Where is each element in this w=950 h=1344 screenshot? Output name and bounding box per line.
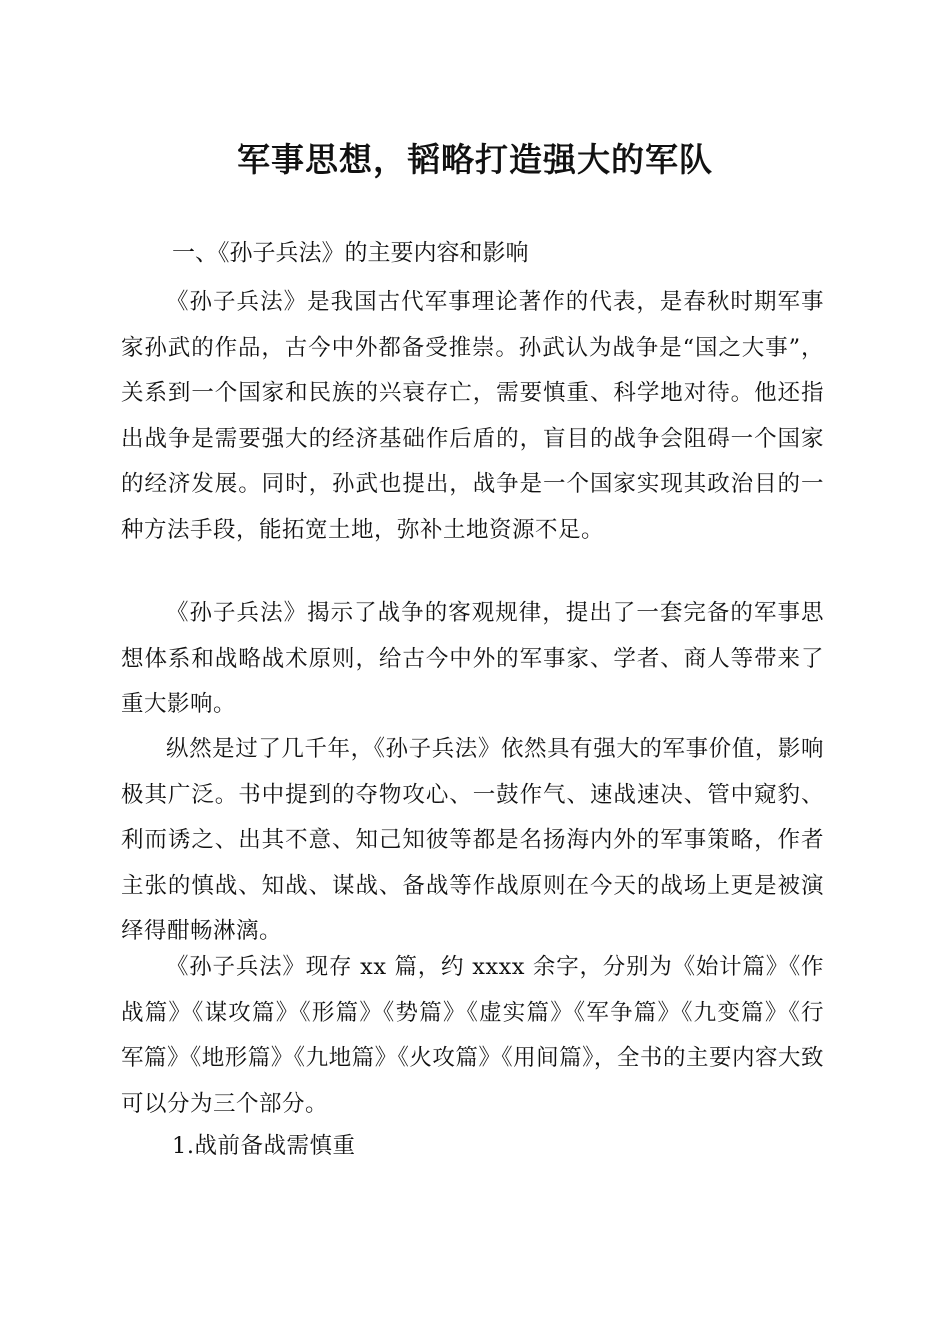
subsection-heading: 1.战前备战需慎重 [172, 1133, 356, 1159]
page-title: 军事思想，韬略打造强大的军队 [237, 140, 713, 179]
paragraph-2: 《孙子兵法》揭示了战争的客观规律，提出了一套完备的军事思想体系和战略战术原则，给古今中外的军事家、学者、商人等带来了重大影响。 [121, 600, 824, 717]
section-heading: 一、《孙子兵法》的主要内容和影响 [172, 240, 529, 266]
paragraph-1: 《孙子兵法》是我国古代军事理论著作的代表，是春秋时期军事家孙武的作品，古今中外都备受推崇。孙武认为战争是“国之大事”，关系到一个国家和民族的兴衰存亡，需要慎重、科学地对待。他还指出战争是需要强大的经济基础作后盾的，盲目的战争会阻碍一个国家的经济发展。同时，孙武也提出，战争是一个国家实现其政治目的一种方法手段，能拓宽土地，弥补土地资源不足。 [121, 289, 824, 543]
paragraph-3: 纵然是过了几千年，《孙子兵法》依然具有强大的军事价值，影响极其广泛。书中提到的夺物攻心、一鼓作气、速战速决、管中窥豹、利而诱之、出其不意、知己知彼等都是名扬海内外的军事策略，作者主张的慎战、知战、谋战、备战等作战原则在今天的战场上更是被演绎得酣畅淋漓。 [121, 736, 824, 944]
paragraph-4: 《孙子兵法》现存 xx 篇，约 xxxx 余字，分别为《始计篇》《作战篇》《谋攻篇》《形篇》《势篇》《虚实篇》《军争篇》《九变篇》《行军篇》《地形篇》《九地篇》《火攻篇》《用间篇》，全书的主要内容大致可以分为三个部分。 [121, 954, 824, 1117]
